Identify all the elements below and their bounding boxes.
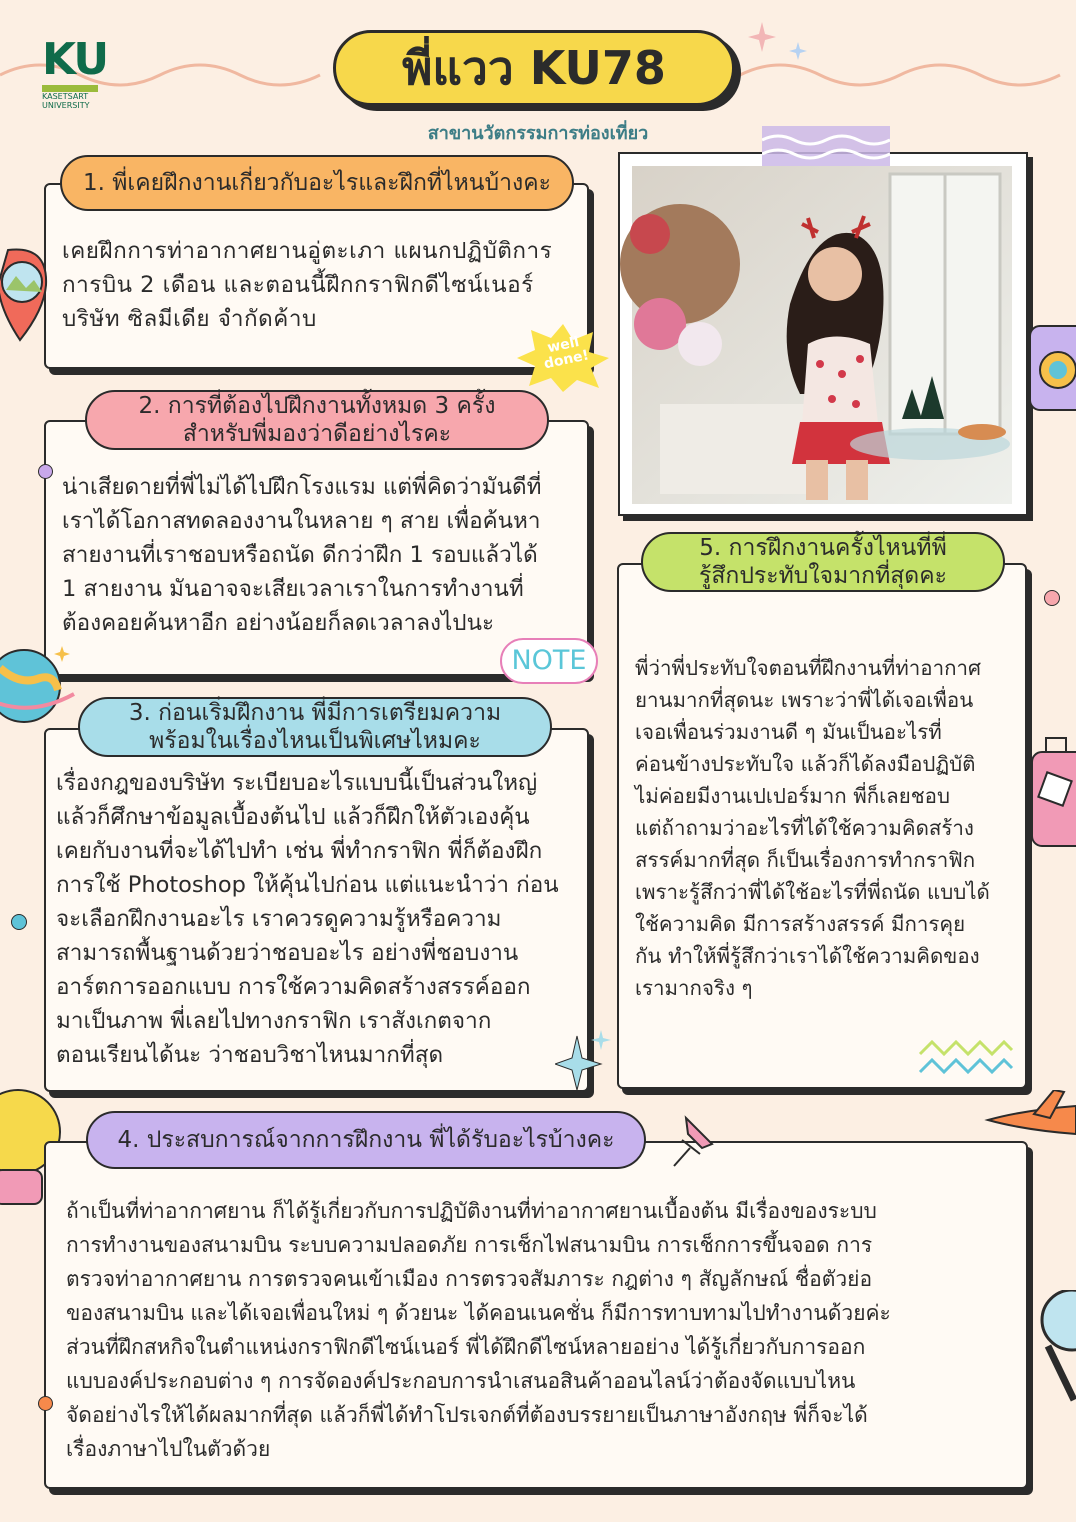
dot-decoration [11, 914, 27, 930]
suitcase-icon [1030, 736, 1076, 856]
section-1-answer: เคยฝึกการท่าอากาศยานอู่ตะเภา แผนกปฏิบัติการ การบิน 2 เดือน และตอนนี้ฝึกกราฟิกดีไซน์เนอร์ บริษัท ซิลมีเดีย จำกัดค้าบ [62, 238, 553, 332]
note-sticker: NOTE [500, 638, 598, 684]
magnifier-icon [1028, 1290, 1076, 1410]
page-title: พี่แวว KU78 [333, 30, 735, 106]
section-4-question: 4. ประสบการณ์จากการฝึกงาน พี่ได้รับอะไรบ้างคะ [86, 1111, 646, 1169]
sparkle-icon [555, 1028, 615, 1092]
ku-logo [42, 34, 108, 110]
well-done-sticker [515, 322, 611, 392]
profile-photo [618, 152, 1028, 516]
section-1-question: 1. พี่เคยฝึกงานเกี่ยวกับอะไรและฝึกที่ไหนบ้างคะ [60, 155, 574, 211]
logo-line1: KASETSART [42, 92, 89, 101]
sparkle-icon [742, 18, 822, 68]
dot-decoration [38, 1396, 53, 1411]
section-5-answer: พี่ว่าพี่ประทับใจตอนที่ฝึกงานที่ท่าอากาศ ยานมากที่สุดนะ เพราะว่าพี่ได้เจอเพื่อน เจอเพื่อนร่วมงานดี ๆ มันเป็นอะไรที่ ค่อนข้างประทับใจ แล้วก็ได้ลงมือปฏิบัติ ไม่ค่อยมีงานเปเปอร์มาก พี่ก็เลยชอบ แต่ถ้าถามว่าอะไรที่ได้ใช้ความคิดสร้าง สรรค์มากที่สุด ก็เป็นเรื่องการทำกราฟิก เพราะรู้สึกว่าพี่ได้ใช้อะไรที่พี่ถนัด แบบได้ ใช้ความคิด มีการสร้างสรรค์ มีการคุย กัน ทำให้พี่รู้สึกว่าเราได้ใช้ความคิดของ เรามากจริง ๆ [635, 656, 990, 1000]
logo-bar [42, 85, 98, 92]
logo-line2: UNIVERSITY [42, 101, 90, 110]
tape-decoration [762, 126, 890, 166]
section-5-question: 5. การฝึกงานครั้งไหนที่พี่ รู้สึกประทับใจมากที่สุดคะ [641, 532, 1005, 592]
pushpin-icon [666, 1110, 726, 1170]
well-done-text: well done! [542, 334, 591, 373]
camera-icon [1028, 320, 1076, 416]
planet-icon [0, 638, 75, 738]
section-3-question: 3. ก่อนเริ่มฝึกงาน พี่มีการเตรียมความ พร้อมในเรื่องไหนเป็นพิเศษไหมคะ [78, 697, 552, 757]
zigzag-decoration [918, 1038, 1014, 1078]
map-pin-icon [0, 240, 50, 350]
page-subtitle: สาขานวัตกรรมการท่องเที่ยว [427, 123, 649, 144]
section-2-question: 2. การที่ต้องไปฝึกงานทั้งหมด 3 ครั้ง สำหรับพี่มองว่าดีอย่างไรคะ [85, 390, 549, 450]
section-4-answer: ถ้าเป็นที่ท่าอากาศยาน ก็ได้รู้เกี่ยวกับการปฏิบัติงานที่ท่าอากาศยานเบื้องต้น มีเรื่องของระบบ การทำงานของสนามบิน ระบบความปลอดภัย การเช็กไฟสนามบิน การเช็กการขึ้นจอด การ ตรวจท่าอากาศยาน การตรวจคนเข้าเมือง การตรวจสัมภาระ กฎต่าง ๆ สัญลักษณ์ ชื่อตัวย่อ ของสนามบิน และได้เจอเพื่อนใหม่ ๆ ด้วยนะ ได้คอนเนคชั่น ก็มีการทาบทามไปทำงานด้วยค่ะ ส่วนที่ฝึกสหกิจในตำแหน่งกราฟิกดีไซน์เนอร์ พี่ได้ฝึกดีไซน์หลายอย่าง ได้รู้เกี่ยวกับการออก แบบองค์ประกอบต่าง ๆ การจัดองค์ประกอบการนำเสนอสินค้าออนไลน์ว่าต้องจัดแบบไหน จัดอย่างไรให้ได้ผลมากที่สุด แล้วก็พี่ได้ทำโปรเจกต์ที่ต้องบรรยายเป็นภาษาอังกฤษ พี่ก็จะได้ เรื่องภาษาไปในตัวด้วย [66, 1199, 891, 1461]
dot-decoration [1044, 590, 1060, 606]
dot-decoration [38, 464, 53, 479]
logo-mark: KU [42, 34, 108, 85]
section-3-answer: เรื่องกฎของบริษัท ระเบียบอะไรแบบนี้เป็นส่วนใหญ่ แล้วก็ศึกษาข้อมูลเบื้องต้นไป แล้วก็ฝึกให้ตัวเองคุ้น เคยกับงานที่จะได้ไปทำ เช่น พี่ทำกราฟิก พี่ก็ต้องฝึก การใช้ Photoshop ให้คุ้นไปก่อน แต่แนะนำว่า ก่อน จะเลือกฝึกงานอะไร เราควรดูความรู้หรือความ สามารถพื้นฐานด้วยว่าชอบอะไร อย่างพี่ชอบงาน อาร์ตการออกแบบ การใช้ความคิดสร้างสรรค์ออก มาเป็นภาพ พี่เลยไปทางกราฟิก เราสังเกตจาก ตอนเรียนได้นะ ว่าชอบวิชาไหนมากที่สุด [56, 770, 559, 1068]
section-2-answer: น่าเสียดายที่พี่ไม่ได้ไปฝึกโรงแรม แต่พี่คิดว่ามันดีที่ เราได้โอกาสทดลองงานในหลาย ๆ สาย เพื่อค้นหา สายงานที่เราชอบหรือถนัด ดีกว่าฝึก 1 รอบแล้วได้ 1 สายงาน มันอาจจะเสียเวลาเราในการทำงานที่ ต้องคอยค้นหาอีก อย่างน้อยก็ลดเวลาลงไปนะ [62, 474, 542, 636]
